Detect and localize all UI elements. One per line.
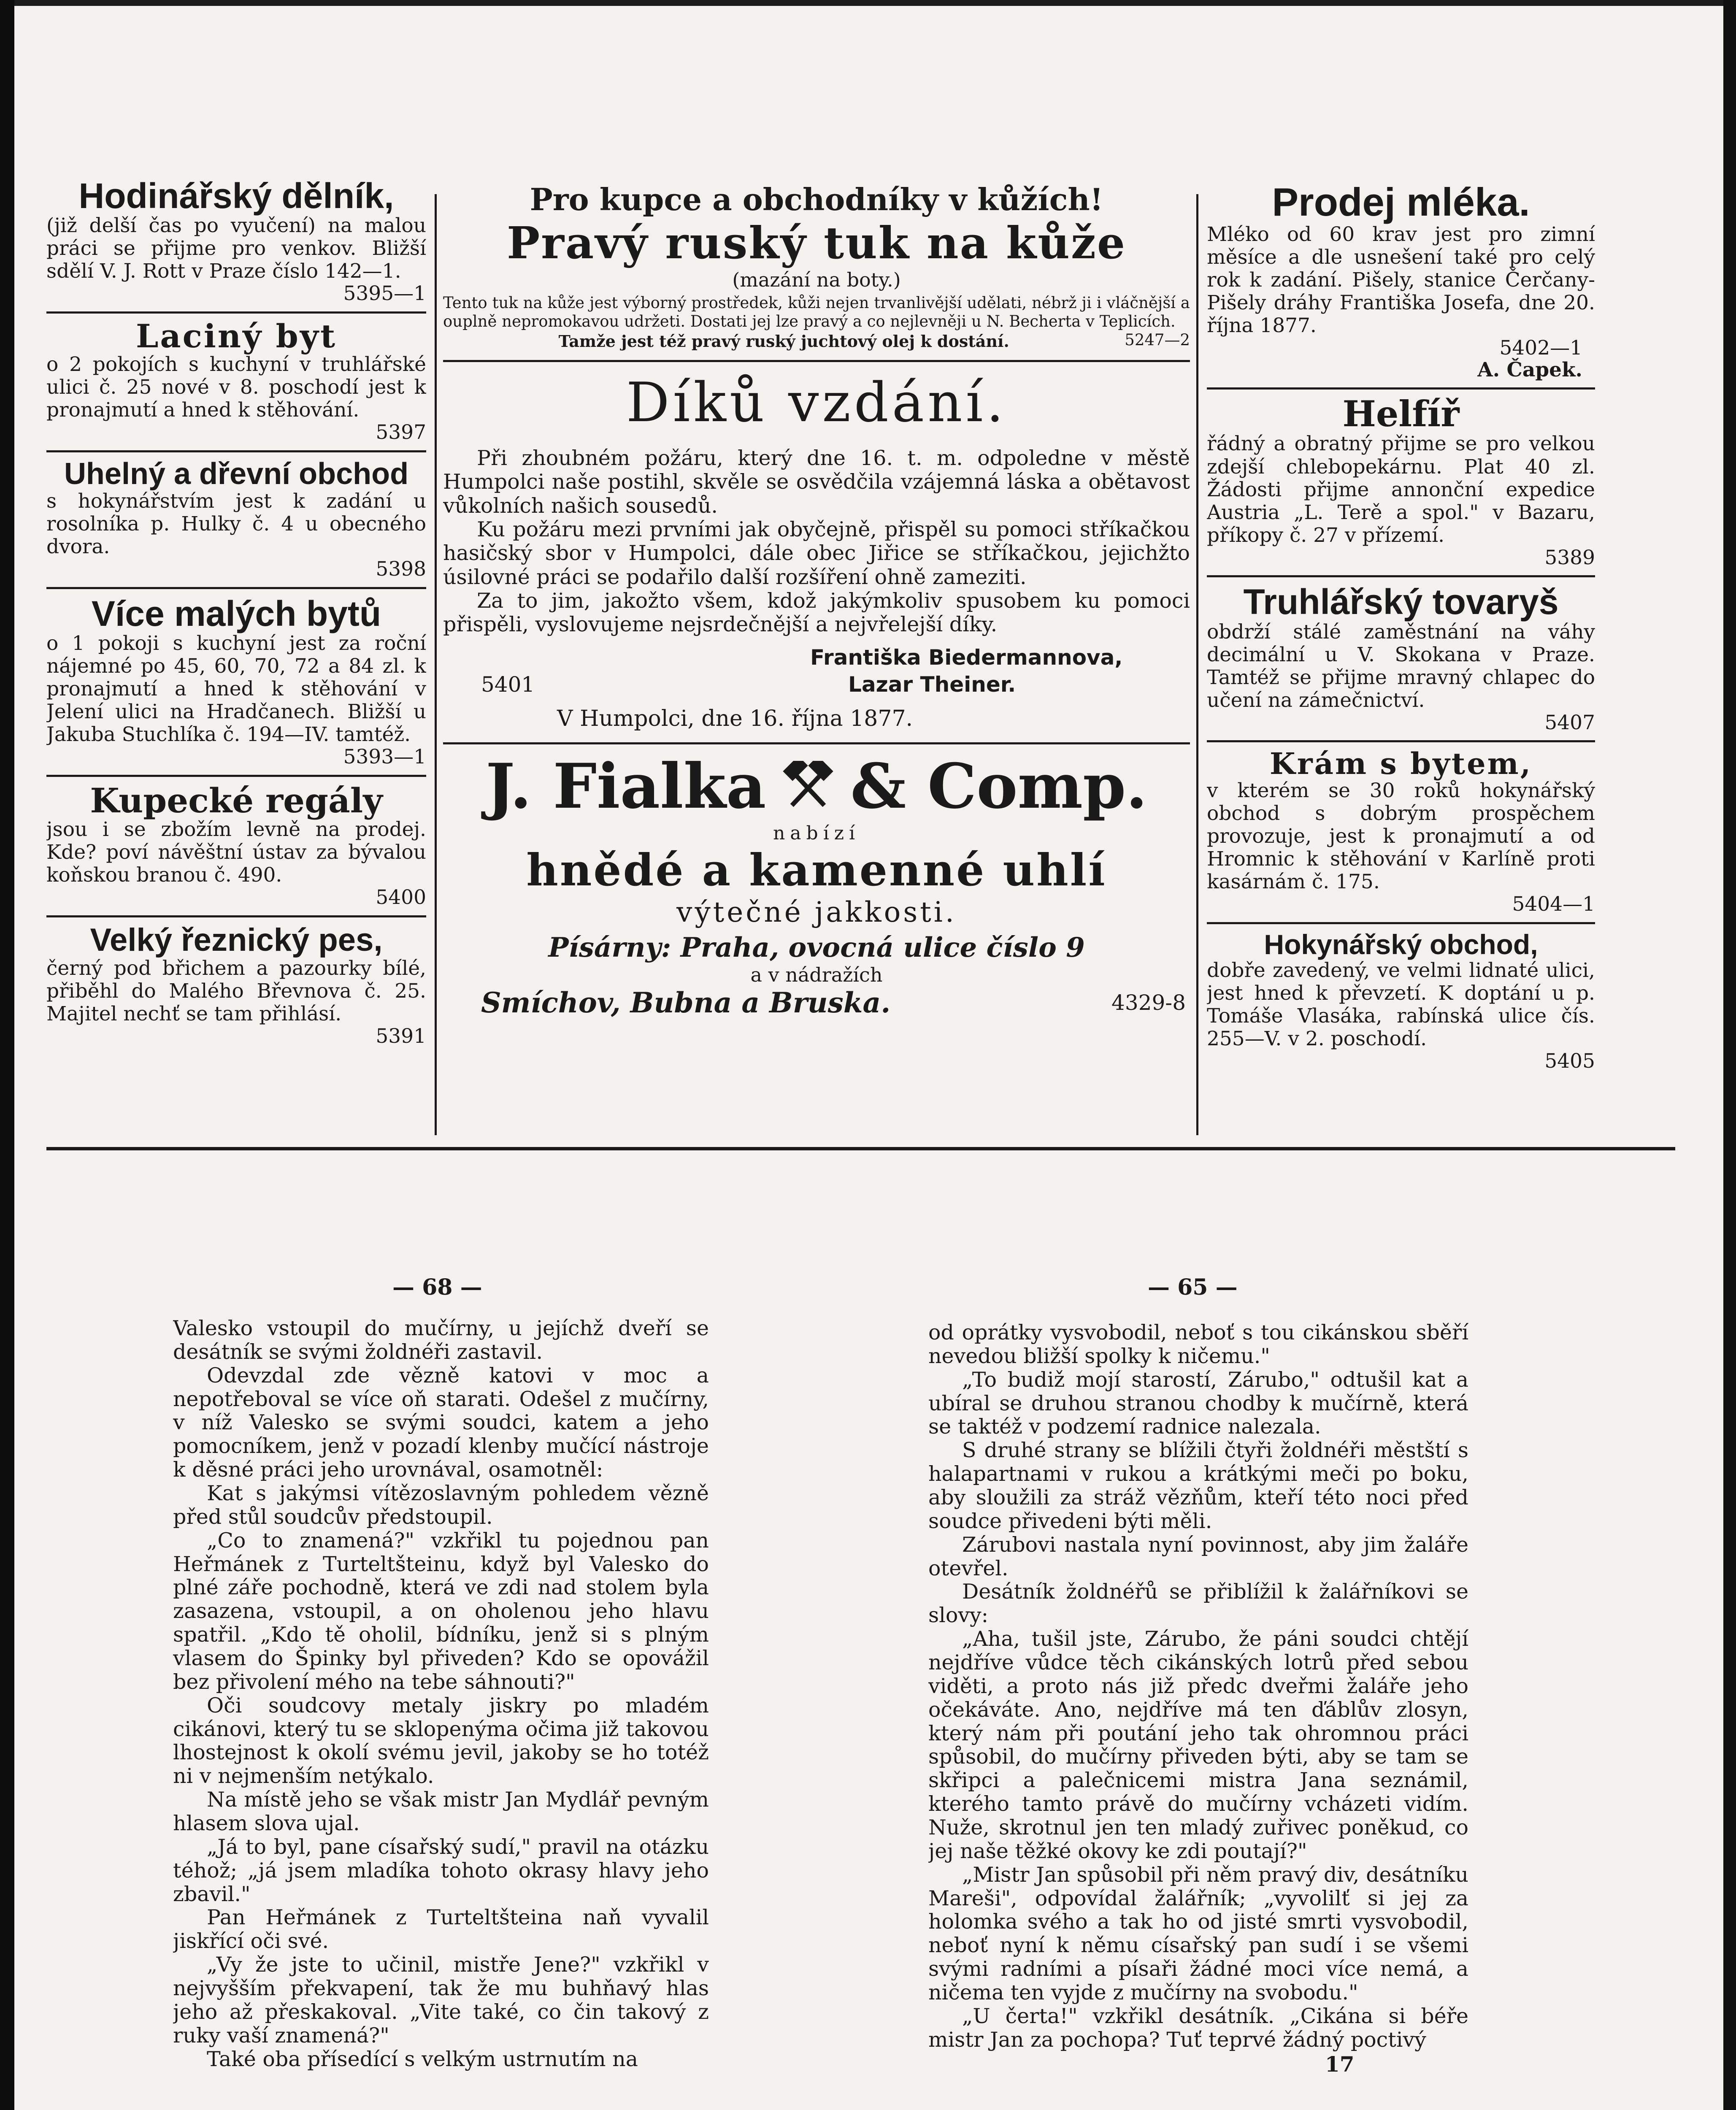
ad-body: v kterém se 30 roků hokynářský obchod s dobrým prospěchem provozuje, jest k pronajmutí a od Hromnic k stěhování v Karlíně proti kasárnám č. 175. <box>1207 779 1595 894</box>
ad-divider <box>1207 740 1595 742</box>
ad-rusky-tuk <box>443 181 1190 351</box>
ad-number: 5389 <box>1544 546 1595 569</box>
ad-body: jsou i se zbožím levně na prodej. Kde? poví návěštní ústav za bývalou koňskou branou č. 490. <box>46 818 426 887</box>
ad-firm-right: & Comp. <box>850 750 1147 822</box>
ad-body: s hokynářstvím jest k zadání u rosolníka p. Hulky č. 4 u obecného dvora. <box>46 490 426 559</box>
ad-number: 5405 <box>1544 1050 1595 1073</box>
story-right-column <box>928 1321 1468 2110</box>
story-paragraph: S druhé strany se blížili čtyři žoldnéři městští s halapartnami v rukou a krátkými meči po boku, aby sloužili za stráž vězňům, kteří této noci před soudce přivedeni býti měli. <box>928 1438 1468 1533</box>
story-paragraph: Pan Heřmánek z Turteltšteina naň vyvalil jiskřící oči své. <box>173 1905 709 1953</box>
scan-edge-top <box>0 0 1736 6</box>
story-paragraph: Odevzdal zde vězně katovi v moc a nepotřeboval se více oň starati. Odešel z mučírny, v níž Valesko se svými soudci, katem a jeho pomocníkem, jenž v pozadí klenby mučící nástroje k děsné práci jeho urovnával, osamotněl: <box>173 1363 709 1482</box>
page-number-left: — 68 — <box>392 1274 482 1300</box>
ad-divider <box>46 775 426 777</box>
story-paragraph: „Já to byl, pane císařský sudí," pravil na otázku téhož; „já jsem mladíka tohoto okrasy hlavy jeho zbavil." <box>173 1834 709 1906</box>
ad-divider <box>443 742 1190 744</box>
ad-fialka <box>443 750 1190 1020</box>
ad-hokynarsky-obchod <box>1207 930 1595 1072</box>
ad-divider <box>1207 387 1595 390</box>
ad-stations-pre: a v nádražích <box>750 963 883 986</box>
ad-signature: Lazar Theiner. <box>848 672 1016 697</box>
ad-vice-malych-bytu <box>46 595 426 768</box>
ad-number: 5407 <box>1544 711 1595 734</box>
ad-signature-row <box>443 672 1190 699</box>
ads-right-column <box>1207 181 1595 1144</box>
ad-number: 4329-8 <box>1111 990 1186 1015</box>
ad-number: 5395—1 <box>343 282 426 306</box>
ad-prodej-mleka <box>1207 181 1595 381</box>
crossed-hammers-icon <box>783 761 833 812</box>
ad-uhelny-obchod <box>46 458 426 580</box>
story-paragraph: Kat s jakýmsi vítězoslavným pohledem vězně před stůl soudcův předstoupil. <box>173 1481 709 1529</box>
ad-body: o 1 pokoji s kuchyní jest za roční nájemné po 45, 60, 70, 72 a 84 zl. k pronajmutí a hned k stěhování v Jelení ulici na Hradčanech. Bližší u Jakuba Stuchlíka č. 194—IV. tamtéž. <box>46 632 426 747</box>
ad-paragraph: Za to jim, jakožto všem, kdož jakýmkoliv spusobem ku pomoci přispěli, vyslovujeme nejsrdečnější a nejvřelejší díky. <box>443 588 1190 637</box>
ad-paragraph: Ku požáru mezi prvními jak obyčejně, přispěl su pomoci stříkačkou hasičský sbor v Humpolci, dále obec Jiřice se stříkačkou, jejichžto úsilovné práci se podařilo další rozšíření ohně zameziti. <box>443 517 1190 589</box>
ad-title: Laciný byt <box>135 317 337 355</box>
ad-body: řádný a obratný přijme se pro velkou zdejší chlebopekárnu. Plat 40 zl. Žádosti přijme annonční expedice Austria „L. Terě a spol." v Bazaru, příkopy č. 27 v přízemí. <box>1207 432 1595 547</box>
story-paragraph: Na místě jeho se však mistr Jan Mydlář pevným hlasem slova ujal. <box>173 1788 709 1836</box>
story-paragraph: „Aha, tušil jste, Zárubo, že páni soudci chtějí nejdříve vůdce těch cikánských lotrů před sebou viděti, a proto nás již předc dveřmi žaláře jeho očekáváte. Ano, nejdříve má ten ďáblův zlosyn, který nám při poutání jeho tak ohromnou práci spůsobil, do mučírny přiveden býti, aby se tam se skřipci a palečnicemi mistra Jana seznámil, kteréhо tamto právě do mučírny vcházeti vidím. Nuže, skrotnul jen ten mladý zuřivec poněkud, co jej naše těžké okovy ke zdi poutají?" <box>928 1627 1468 1863</box>
ad-title: Truhlářský tovaryš <box>1243 582 1559 622</box>
ad-number: 5401 <box>481 672 535 697</box>
ad-firm-row <box>443 750 1190 822</box>
ad-body: obdrží stálé zaměstnání na váhy decimální u V. Skokana v Praze. Tamtéž se přijme mravný chlapec do učení na zámečnictví. <box>1207 620 1595 712</box>
ad-subtitle: (mazání na boty.) <box>732 268 901 292</box>
ad-title: Velký řeznický pes, <box>90 922 383 958</box>
ad-number: 5400 <box>376 886 426 909</box>
story-paragraph: Desátník žoldnéřů se přiblížil k žalářníkovi se slovy: <box>928 1580 1468 1628</box>
ad-divider <box>46 587 426 589</box>
ad-signature: Františka Biedermannova, <box>810 645 1123 670</box>
ad-divider <box>1207 575 1595 577</box>
ad-body: dobře zavedený, ve velmi lidnaté ulici, jest hned k převzetí. K doptání u p. Tomáše Vlasáka, rabínská ulice čís. 255—V. v 2. poschodí. <box>1207 959 1595 1051</box>
ad-truhlarsky-tovarys <box>1207 583 1595 733</box>
column-rule-left <box>435 194 437 1135</box>
ad-body: Mléko od 60 krav jest pro zimní měsíce a dle usnešení také pro celý rok k zadání. Pišely, stanice Čerčany-Pišely dráhy Františka Josefa, dne 20. října 1877. <box>1207 222 1595 337</box>
ad-body: černý pod břichem a pazourky bílé, přiběhl do Malého Břevnova č. 25. Majitel nechť se tam přihlásí. <box>46 956 426 1025</box>
ad-place-date: V Humpolci, dne 16. října 1877. <box>557 706 913 731</box>
story-left-column <box>173 1317 709 2110</box>
story-paragraph: „U čerta!" vzkřikl desátník. „Cikána si béře mistr Jan za pochopa? Tuť teprvé žádný poctivý <box>928 2004 1468 2052</box>
ad-title: Kupecké regály <box>90 781 383 821</box>
story-paragraph: „Co to znamená?" vzkřikl tu pojednou pan Heřmánek z Turteltšteinu, když byl Valesko do plné záře pochodně, která ve zdi nad stolem byla zasazena, vstoupil, a on oholenou jeho hlavu spatřil. „Kdo tě oholil, bídníku, jenž si s plným vlasem do Špinky byl přiveden? Kdo se opovážil bez přivolení mého na tebe sáhnouti?" <box>173 1528 709 1694</box>
ad-title: Díků vzdání. <box>626 371 1007 434</box>
ad-paragraph: Při zhoubném požáru, který dne 16. t. m. odpoledne v městě Humpolci naše postihl, skvěle se osvědčila vzájemná láska a obětavost vůkolních našich sousedů. <box>443 446 1190 518</box>
ad-number: 5402—1 <box>1499 336 1582 360</box>
ad-title: Hokynářský obchod, <box>1264 928 1538 960</box>
ad-heading: Pro kupce a obchodníky v kůžích! <box>530 181 1103 217</box>
ad-divider <box>1207 922 1595 924</box>
ad-laciny-byt <box>46 319 426 444</box>
ad-number: 5398 <box>376 557 426 581</box>
story-paragraph: Oči soudcovy metaly jiskry po mladém cikánovi, který tu se sklopenýma očima již takovou lhostejnost k okolí svému jevil, jakoby se ho totéž ni v nejmenším netýkalo. <box>173 1693 709 1788</box>
story-paragraph: Zárubovi nastala nyní povinnost, aby jim žaláře otevřel. <box>928 1532 1468 1580</box>
signature-mark: 17 <box>1325 2051 1355 2077</box>
ad-number: 5247—2 <box>1125 330 1190 349</box>
ad-stations-row <box>443 986 1190 1020</box>
ad-body: o 2 pokojích s kuchyní v truhlářské ulici č. 25 nové v 8. poschodí jest k pronajmutí a hned k stěhování. <box>46 352 426 422</box>
ad-hodinarsky-delnik <box>46 177 426 305</box>
ad-note: Tamže jest též pravý ruský juchtový olej k dostání. <box>558 331 1009 351</box>
ad-number: 5404—1 <box>1512 893 1595 916</box>
ad-signature: A. Čapek. <box>1477 358 1582 381</box>
ad-quality: výtečné jakkosti. <box>676 895 957 928</box>
ad-title: Pravý ruský tuk na kůže <box>506 217 1127 269</box>
ad-title: Více malých bytů <box>91 594 381 634</box>
story-paragraph: „Mistr Jan spůsobil při něm pravý div, desátníku Mareši", odpovídal žalářník; „vyvolilť si jej za holomka svého a tak ho od jisté smrti vysvobodil, neboť nyní k němu císařský pan sudí i se všemi svými radními a písaři žádné moci více nemá, a ničema ten vyjde z mučírny na svobodu." <box>928 1862 1468 2005</box>
ad-stations: Smíchov, Bubna a Bruska. <box>481 986 891 1019</box>
ad-divider <box>46 450 426 452</box>
ad-title: Krám s bytem, <box>1269 746 1533 782</box>
ad-title: Hodinářský dělník, <box>78 177 394 216</box>
page-number-right: — 65 — <box>1148 1274 1238 1300</box>
ad-title: Prodej mléka. <box>1272 181 1530 224</box>
ad-firm-left: J. Fialka <box>486 750 766 822</box>
story-paragraph: „Vy že jste to učinil, mistře Jene?" vzkřikl v nejvyšším překvapení, tak že mu buhňavý hlas jeho až přeskakoval. „Vite také, co čin takový z ruky vaší znamená?" <box>173 1953 709 2048</box>
ads-left-column <box>46 177 426 1148</box>
ad-velky-reznicky-pes <box>46 923 426 1047</box>
ad-body-text: Tento tuk na kůže jest výborný prostředek, kůži nejen trvanlivější udělati, nébrž ji i vláčnější a ouplně nepromokavou udržeti. Dostati jej lze pravý a co nejlevněji u N. Becherta v Teplicích. <box>443 294 1190 330</box>
column-rule-right <box>1196 194 1198 1135</box>
ad-title: Helfíř <box>1342 393 1460 435</box>
scan-edge-left <box>0 0 14 2110</box>
ad-number: 5391 <box>376 1024 426 1048</box>
story-paragraph: od oprátky vysvobodil, neboť s tou cikánskou sběří nevedou bližší spolky k ničemu." <box>928 1321 1468 1368</box>
ad-helfir <box>1207 395 1595 568</box>
ad-body: (již delší čas po vyučení) na malou práci se přijme pro venkov. Bližší sdělí V. J. Rott v Praze číslo 142—1. <box>46 214 426 283</box>
story-paragraph: Také oba přísedící s velkým ustrnutím na <box>207 2047 638 2071</box>
ad-kram-s-bytem <box>1207 748 1595 915</box>
ad-product: hnědé a kamenné uhlí <box>526 844 1107 896</box>
ad-divider <box>46 311 426 314</box>
ad-title: Uhelný a dřevní obchod <box>64 457 409 491</box>
story-paragraph: „To budiž mojí starostí, Zárubo," odtušil kat a ubíral se druhou stranou chodby k mučírně, která se taktéž v podzemí radnice nalezala. <box>928 1367 1468 1439</box>
ad-divider <box>443 360 1190 362</box>
ad-office: Písárny: Praha, ovocná ulice číslo 9 <box>548 931 1085 963</box>
story-paragraph: Valesko vstoupil do mučírny, u jejíchž dveří se desátník se svými žoldnéři zastavil. <box>173 1317 709 1364</box>
ads-center-column <box>443 181 1190 1144</box>
ad-diku-vzdani <box>443 371 1190 731</box>
ad-number: 5397 <box>376 420 426 444</box>
ad-divider <box>46 915 426 917</box>
scan-edge-right <box>1723 0 1736 2110</box>
ads-bottom-rule <box>46 1147 1675 1150</box>
ad-offer: nabízí <box>773 822 860 844</box>
ad-kupecke-regaly <box>46 783 426 909</box>
ad-number: 5393—1 <box>343 745 426 769</box>
